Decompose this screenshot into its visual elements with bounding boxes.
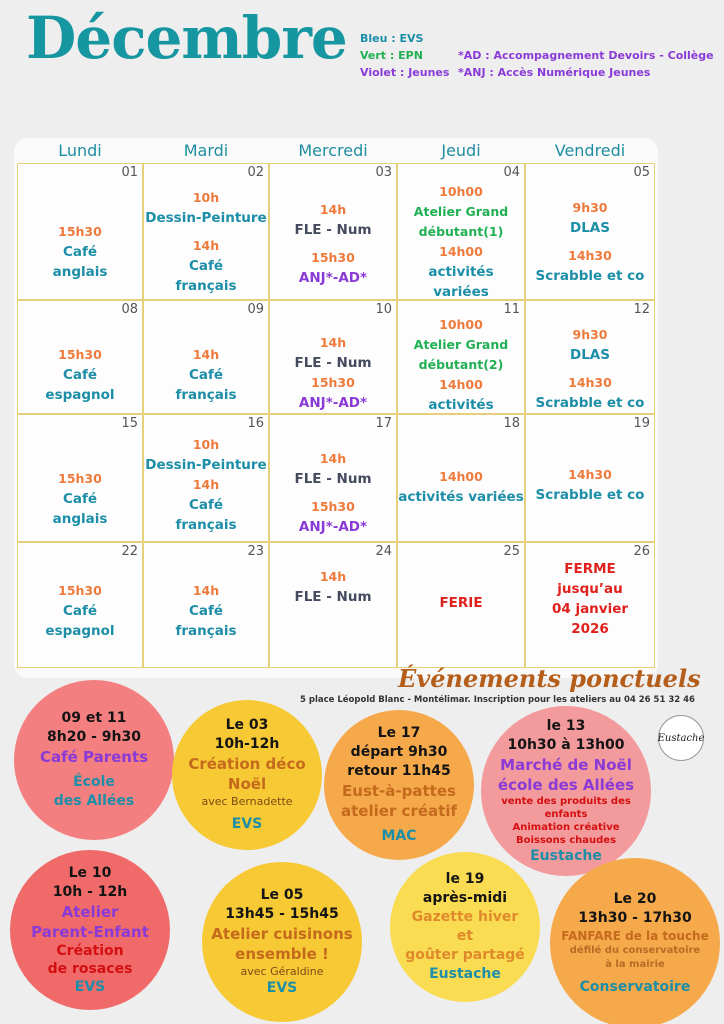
event-line: et (456, 928, 474, 944)
activity-line: 14h (192, 347, 220, 362)
activity-line: 15h30 (58, 583, 102, 598)
day-number: 12 (633, 302, 650, 317)
activity-line: FLE - Num (294, 589, 372, 605)
calendar-day-cell (269, 300, 397, 414)
activity-line: FLE - Num (294, 355, 372, 371)
activity-line: 14h (192, 477, 220, 492)
day-header-lundi: Lundi (58, 141, 102, 160)
calendar-day-cell (17, 542, 143, 668)
day-activities (526, 198, 654, 286)
event-line: 10h30 à 13h00 (507, 736, 625, 753)
activity-line: ANJ*-AD* (298, 519, 368, 535)
day-activities (144, 581, 268, 641)
activity-line: Café (188, 367, 224, 383)
activity-line: 10h00 (439, 317, 483, 332)
activity-line: Café (62, 244, 98, 260)
activity-line: 15h30 (311, 499, 355, 514)
activity-line: français (175, 517, 237, 533)
event-line: École (73, 774, 115, 790)
event-line: Création (56, 942, 124, 959)
activity-line: FERIE (439, 595, 483, 611)
day-activities (18, 469, 142, 529)
activity-line: jusqu’au (557, 581, 623, 597)
activity-line: DLAS (570, 347, 610, 363)
day-number: 16 (247, 416, 264, 431)
event-circle (14, 680, 174, 840)
event-line: atelier créatif (341, 802, 457, 820)
activity-line: FERME (564, 561, 616, 577)
event-line: Eustache (530, 847, 602, 864)
day-header-vendredi: Vendredi (554, 141, 626, 160)
activity-line: 9h30 (572, 327, 608, 342)
event-line: après-midi (422, 890, 508, 906)
activity-line: Dessin-Peinture (145, 210, 267, 226)
day-number: 25 (503, 544, 520, 559)
day-activities (270, 333, 396, 413)
event-line: FANFARE de la touche (561, 928, 709, 943)
day-number: 04 (503, 165, 520, 180)
day-number: 18 (503, 416, 520, 431)
day-activities (18, 222, 142, 282)
event-circle (324, 710, 474, 860)
activity-line: FLE - Num (294, 471, 372, 487)
event-line: Le 10 (68, 864, 112, 881)
event-line: 13h45 - 15h45 (225, 906, 339, 922)
activity-line: 10h00 (439, 184, 483, 199)
event-line: Parent-Enfant (31, 922, 149, 941)
event-circle (172, 700, 322, 850)
activity-line: Café (62, 491, 98, 507)
event-line: Gazette hiver (411, 909, 519, 925)
day-activities (18, 345, 142, 405)
event-line: départ 9h30 (350, 744, 448, 760)
activity-line: 14h00 (439, 244, 483, 259)
event-line: Création déco (188, 755, 306, 773)
calendar-day-cell (525, 414, 655, 542)
activity-line: 14h (319, 569, 347, 584)
day-number: 19 (633, 416, 650, 431)
day-activities (144, 345, 268, 405)
day-number: 10 (375, 302, 392, 317)
calendar-day-cell (397, 414, 525, 542)
event-line: Animation créative (512, 821, 620, 833)
legend-green: Vert : EPN (360, 49, 423, 62)
event-line: Conservatoire (579, 978, 691, 995)
event-line: école des Allées (497, 775, 635, 794)
event-line: retour 11h45 (347, 763, 451, 779)
calendar-day-cell (525, 163, 655, 300)
event-line: Café Parents (39, 748, 149, 766)
event-circle (481, 706, 651, 876)
calendar-day-cell (143, 414, 269, 542)
activity-line: 10h (192, 437, 220, 452)
activity-line: 9h30 (572, 200, 608, 215)
calendar-day-cell (143, 542, 269, 668)
event-line: à la mairie (605, 958, 665, 970)
event-line: Boissons chaudes (515, 834, 617, 846)
activity-line: Scrabble et co (535, 395, 645, 411)
activity-line: espagnol (45, 387, 115, 403)
event-line: Le 05 (260, 887, 304, 903)
calendar-day-cell (143, 163, 269, 300)
event-line: MAC (381, 828, 417, 844)
day-number: 22 (121, 544, 138, 559)
event-line: Atelier cuisinons (211, 925, 353, 943)
day-activities (270, 449, 396, 537)
activity-line: débutant(2) (418, 357, 504, 372)
day-activities (398, 467, 524, 507)
event-line: le 19 (445, 871, 485, 887)
activity-line: 14h (319, 202, 347, 217)
activity-line: 14h00 (439, 469, 483, 484)
event-circle (550, 858, 720, 1024)
day-header-jeudi: Jeudi (441, 141, 481, 160)
activity-line: Atelier Grand (413, 204, 509, 219)
day-number: 11 (503, 302, 520, 317)
event-line: Le 03 (225, 717, 269, 733)
activity-line: 14h (192, 583, 220, 598)
calendar-day-cell (17, 163, 143, 300)
activity-line: 14h (319, 335, 347, 350)
color-legend (360, 30, 449, 81)
day-number: 26 (633, 544, 650, 559)
legend-ad: *AD : Accompagnement Devoirs - Collège (458, 49, 714, 62)
event-line: EVS (231, 816, 263, 832)
day-activities (526, 325, 654, 413)
activity-line: Café (62, 603, 98, 619)
calendar-day-cell (525, 542, 655, 668)
calendar-day-cell (269, 414, 397, 542)
event-circle (10, 850, 170, 1010)
event-line: Noël (227, 775, 267, 793)
event-line: 09 et 11 (61, 710, 127, 726)
activity-line: anglais (52, 511, 108, 527)
day-activities (18, 581, 142, 641)
activity-line: Dessin-Peinture (145, 457, 267, 473)
event-circle (202, 862, 362, 1022)
activity-line: français (175, 623, 237, 639)
activity-line: Scrabble et co (535, 487, 645, 503)
day-number: 01 (121, 165, 138, 180)
day-activities (144, 435, 268, 535)
event-line: goûter partagé (405, 947, 525, 963)
page-title: Décembre (26, 4, 347, 72)
event-line: 10h-12h (214, 736, 280, 752)
legend-anj: *ANJ : Accès Numérique Jeunes (458, 66, 651, 79)
activity-line: anglais (52, 264, 108, 280)
day-number: 15 (121, 416, 138, 431)
activity-line: Atelier Grand (413, 337, 509, 352)
day-activities (270, 200, 396, 288)
day-activities (398, 182, 524, 302)
activity-line: activités (428, 397, 494, 413)
activity-line: DLAS (570, 220, 610, 236)
day-activities (144, 188, 268, 296)
day-header-mercredi: Mercredi (298, 141, 368, 160)
activity-line: 15h30 (58, 224, 102, 239)
calendar-day-cell (397, 542, 525, 668)
activity-line: Scrabble et co (535, 268, 645, 284)
day-activities (526, 465, 654, 505)
event-circle (390, 852, 540, 1002)
activity-line: 14h (319, 451, 347, 466)
event-line: EVS (266, 980, 298, 996)
event-line: vente des produits des enfants (501, 795, 631, 820)
activity-line: 14h00 (439, 377, 483, 392)
day-number: 08 (121, 302, 138, 317)
event-line: défilé du conservatoire (569, 944, 701, 956)
day-number: 23 (247, 544, 264, 559)
event-line: Atelier (61, 902, 119, 921)
activity-line: 15h30 (58, 347, 102, 362)
event-line: Le 20 (613, 890, 657, 907)
activity-line: ANJ*-AD* (298, 395, 368, 411)
activity-line: 14h30 (568, 375, 612, 390)
activity-line: variées (433, 284, 489, 300)
calendar-day-cell (269, 542, 397, 668)
calendar-day-cell (17, 414, 143, 542)
calendar-day-cell (397, 163, 525, 300)
activity-line: français (175, 278, 237, 294)
eustache-logo (658, 715, 704, 761)
activity-line: 2026 (571, 621, 609, 637)
day-number: 03 (375, 165, 392, 180)
event-line: EVS (74, 978, 106, 995)
activity-line: activités variées (398, 489, 524, 505)
calendar-day-cell (17, 300, 143, 414)
event-line: Eust-à-pattes (342, 782, 456, 800)
calendar-day-cell (397, 300, 525, 414)
calendar-day-cell (269, 163, 397, 300)
activity-line: débutant(1) (418, 224, 504, 239)
day-number: 17 (375, 416, 392, 431)
event-line: avec Bernadette (201, 795, 293, 808)
calendar-day-cell (525, 300, 655, 414)
event-line: Eustache (429, 966, 501, 982)
event-line: des Allées (53, 793, 135, 809)
day-activities (526, 559, 654, 639)
events-title: Événements ponctuels (398, 664, 701, 693)
logo-text: Eustache (657, 732, 705, 744)
activity-line: 14h (192, 238, 220, 253)
activity-line: 10h (192, 190, 220, 205)
activity-line: 15h30 (311, 375, 355, 390)
activity-line: 14h30 (568, 248, 612, 263)
day-activities (398, 593, 524, 613)
calendar-day-cell (143, 300, 269, 414)
event-line: 8h20 - 9h30 (47, 729, 141, 745)
event-line: 13h30 - 17h30 (578, 909, 692, 926)
abbreviation-legend (458, 47, 714, 81)
activity-line: activités (428, 264, 494, 280)
event-line: Le 17 (377, 725, 421, 741)
day-activities (270, 567, 396, 607)
day-number: 05 (633, 165, 650, 180)
address-line: 5 place Léopold Blanc - Montélimar. Inscription pour les ateliers au 04 26 51 32 46 (300, 695, 695, 705)
activity-line: 15h30 (311, 250, 355, 265)
event-line: 10h - 12h (52, 883, 128, 900)
day-number: 02 (247, 165, 264, 180)
activity-line: Café (188, 497, 224, 513)
event-line: Marché de Noël (500, 755, 632, 774)
activity-line: ANJ*-AD* (298, 270, 368, 286)
day-header-mardi: Mardi (183, 141, 229, 160)
event-line: avec Géraldine (240, 965, 324, 978)
event-line: le 13 (546, 717, 586, 734)
event-line: de rosaces (47, 960, 133, 977)
activity-line: 14h30 (568, 467, 612, 482)
activity-line: espagnol (45, 623, 115, 639)
event-line: ensemble ! (235, 945, 329, 963)
day-number: 24 (375, 544, 392, 559)
activity-line: français (175, 387, 237, 403)
legend-blue: Bleu : EVS (360, 32, 424, 45)
day-number: 09 (247, 302, 264, 317)
activity-line: FLE - Num (294, 222, 372, 238)
activity-line: 04 janvier (551, 601, 629, 617)
activity-line: 15h30 (58, 471, 102, 486)
activity-line: Café (62, 367, 98, 383)
legend-violet: Violet : Jeunes (360, 66, 450, 79)
activity-line: Café (188, 603, 224, 619)
activity-line: Café (188, 258, 224, 274)
